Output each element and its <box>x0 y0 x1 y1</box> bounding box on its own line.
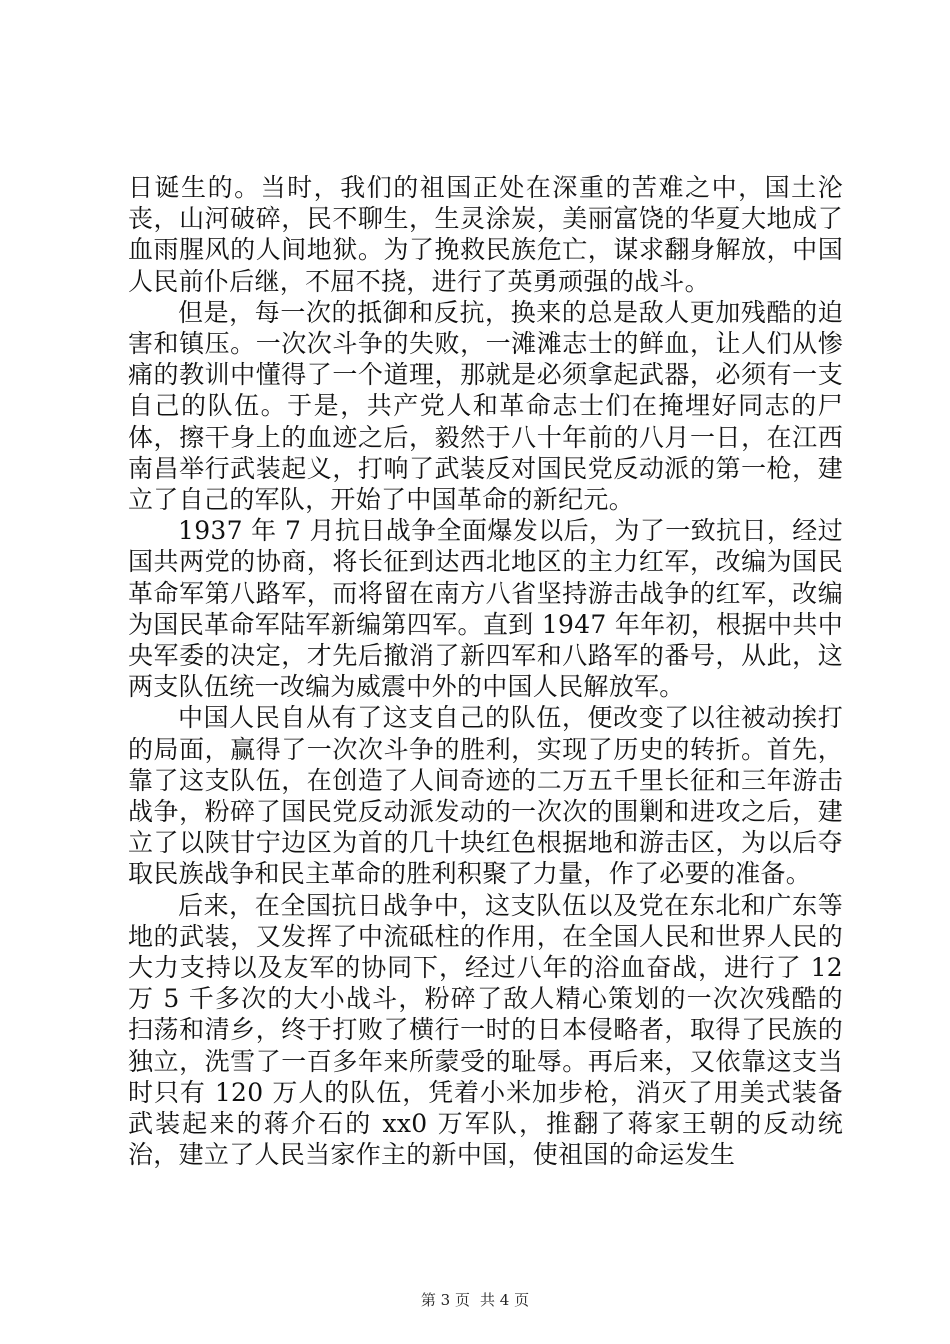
page-total: 共 4 页 <box>480 1291 530 1309</box>
page-footer <box>0 1290 950 1310</box>
page-number: 第 3 页 <box>420 1291 470 1309</box>
paragraph-3: 1937 年 7 月抗日战争全面爆发以后，为了一致抗日，经过国共两党的协商，将长征到达西北地区的主力红军，改编为国民革命军第八路军，而将留在南方八省坚持游击战争的红军，改编为国民革命军陆军新编第四军。直到 1947 年年初，根据中共中央军委的决定，才先后撤消了新四军和八路军的番号，从此，这两支队伍统一改编为威震中外的中国人民解放军。 <box>128 516 843 702</box>
paragraph-1: 日诞生的。当时，我们的祖国正处在深重的苦难之中，国土沦丧，山河破碎，民不聊生，生灵涂炭，美丽富饶的华夏大地成了血雨腥风的人间地狱。为了挽救民族危亡，谋求翻身解放，中国人民前仆后继，不屈不挠，进行了英勇顽强的战斗。 <box>128 173 843 296</box>
paragraph-2: 但是，每一次的抵御和反抗，换来的总是敌人更加残酷的迫害和镇压。一次次斗争的失败，一滩滩志士的鲜血，让人们从惨痛的教训中懂得了一个道理，那就是必须拿起武器，必须有一支自己的队伍。于是，共产党人和革命志士们在掩埋好同志的尸体，擦干身上的血迹之后，毅然于八十年前的八月一日，在江西南昌举行武装起义，打响了武装反对国民党反动派的第一枪，建立了自己的军队，开始了中国革命的新纪元。 <box>128 297 843 515</box>
paragraph-4: 中国人民自从有了这支自己的队伍，便改变了以往被动挨打的局面，赢得了一次次斗争的胜利，实现了历史的转折。首先，靠了这支队伍，在创造了人间奇迹的二万五千里长征和三年游击战争，粉碎了国民党反动派发动的一次次的围剿和进攻之后，建立了以陕甘宁边区为首的几十块红色根据地和游击区，为以后夺取民族战争和民主革命的胜利积聚了力量，作了必要的准备。 <box>128 703 843 889</box>
body-text <box>128 172 843 1171</box>
paragraph-5: 后来，在全国抗日战争中，这支队伍以及党在东北和广东等地的武装，又发挥了中流砥柱的作用，在全国人民和世界人民的大力支持以及友军的协同下，经过八年的浴血奋战，进行了 12 万 5 千多次的大小战斗，粉碎了敌人精心策划的一次次残酷的扫荡和清乡，终于打败了横行一时的日本侵略者，取得了民族的独立，洗雪了一百多年来所蒙受的耻辱。再后来，又依靠这支当时只有 120 万人的队伍，凭着小米加步枪，消灭了用美式装备武装起来的蒋介石的 xx0 万军队，推翻了蒋家王朝的反动统治，建立了人民当家作主的新中国，使祖国的命运发生 <box>128 890 843 1170</box>
